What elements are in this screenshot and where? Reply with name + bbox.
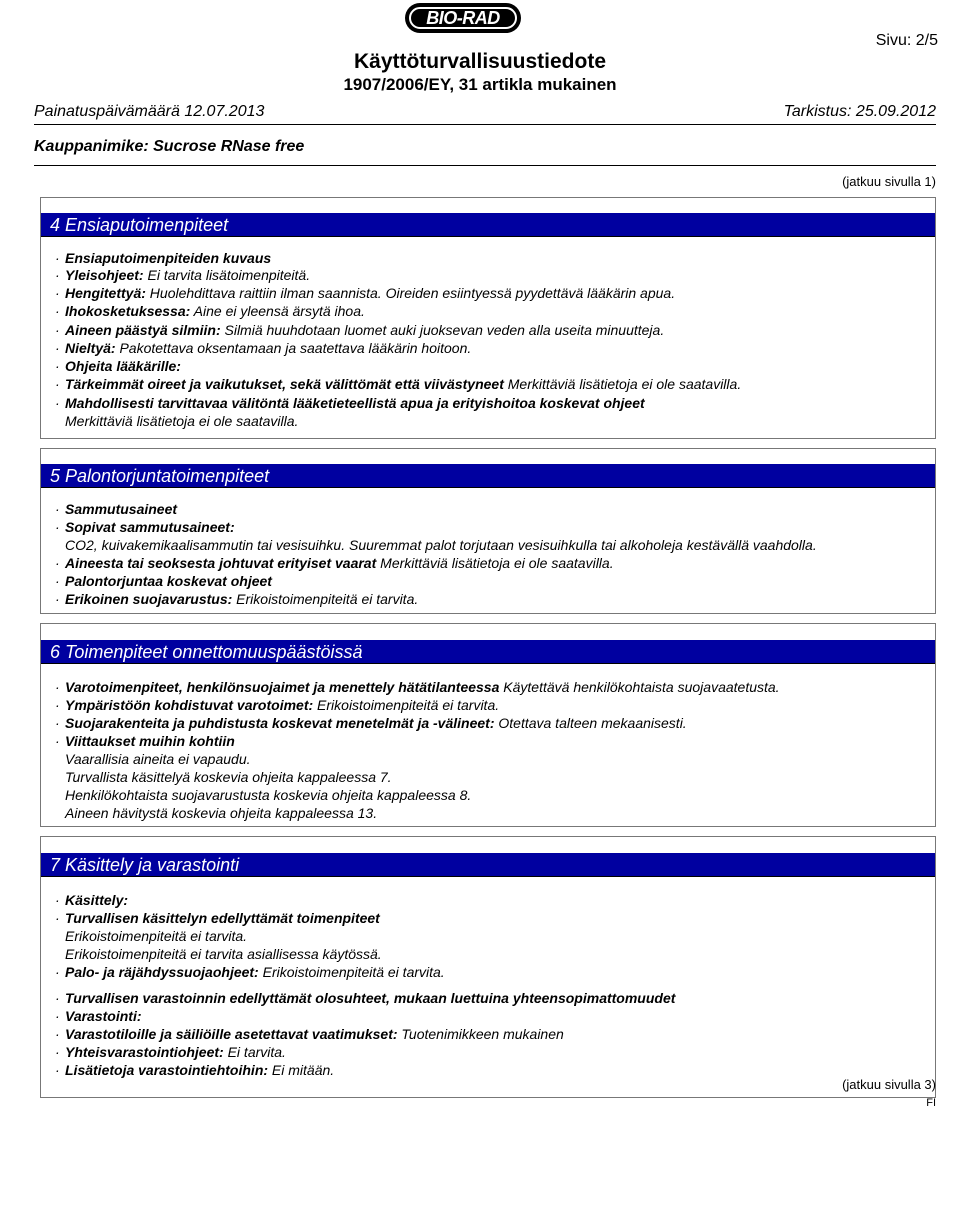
list-item-text: Henkilökohtaista suojavarustusta koskevia ohjeita kappaleessa 8. xyxy=(65,787,472,803)
list-item: · Käsittely: xyxy=(55,892,129,908)
list-item: · Ympäristöön kohdistuvat varotoimet: Erikoistoimenpiteitä ei tarvita. xyxy=(55,697,500,713)
list-item: · Sammutusaineet xyxy=(55,501,178,517)
page-number: Sivu: 2/5 xyxy=(875,32,938,49)
logo-text: BIO-RAD xyxy=(409,7,517,29)
list-item: · Yhteisvarastointiohjeet: Ei tarvita. xyxy=(55,1044,286,1060)
list-item-text: Erikoistoimenpiteitä ei tarvita asiallisessa käytössä. xyxy=(65,946,382,962)
list-item-text: Erikoistoimenpiteitä ei tarvita. xyxy=(65,928,248,944)
list-item: · Viittaukset muihin kohtiin xyxy=(55,733,235,749)
list-item: · Nieltyä: Pakotettava oksentamaan ja saatettava lääkärin hoitoon. xyxy=(55,340,472,356)
list-item-text: CO2, kuivakemikaalisammutin tai vesisuihku. Suuremmat palot torjutaan vesisuihkulla tai alkoholeja kestävällä vaahdolla. xyxy=(65,537,817,553)
list-item-text: Aineen hävitystä koskevia ohjeita kappaleessa 13. xyxy=(65,805,378,821)
list-item: · Ihokosketuksessa: Aine ei yleensä ärsytä ihoa. xyxy=(55,303,365,319)
list-item: · Aineen päästyä silmiin: Silmiä huuhdotaan luomet auki juoksevan veden alla useita minuutteja. xyxy=(55,322,665,338)
list-item: · Ohjeita lääkärille: xyxy=(55,358,181,374)
divider xyxy=(34,165,936,166)
list-item: · Palontorjuntaa koskevat ohjeet xyxy=(55,573,272,589)
divider xyxy=(34,124,936,125)
continued-to: (jatkuu sivulla 3) xyxy=(842,1077,936,1092)
product-name: Kauppanimike: Sucrose RNase free xyxy=(34,138,305,155)
list-item: · Hengitettyä: Huolehdittava raittiin ilman saannista. Oireiden esiintyessä pyydettävä lääkärin apua. xyxy=(55,285,676,301)
list-item-text: Vaarallisia aineita ei vapaudu. xyxy=(65,751,251,767)
section-title: 4 Ensiaputoimenpiteet xyxy=(41,213,935,237)
list-item: · Turvallisen käsittelyn edellyttämät toimenpiteet xyxy=(55,910,380,926)
list-item: · Erikoinen suojavarustus: Erikoistoimenpiteitä ei tarvita. xyxy=(55,591,419,607)
list-item: · Varastotiloille ja säiliöille asetettavat vaatimukset: Tuotenimikkeen mukainen xyxy=(55,1026,564,1042)
section-title: 7 Käsittely ja varastointi xyxy=(41,853,935,877)
list-item: · Yleisohjeet: Ei tarvita lisätoimenpiteitä. xyxy=(55,267,311,283)
document-title: Käyttöturvallisuustiedote xyxy=(353,50,607,73)
section-handling-storage xyxy=(40,836,936,1098)
language-code: FI xyxy=(926,1097,936,1109)
list-item: · Aineesta tai seoksesta johtuvat erityiset vaarat Merkittäviä lisätietoja ei ole saatavilla. xyxy=(55,555,614,571)
section-accidental-release xyxy=(40,623,936,827)
list-item: · Varotoimenpiteet, henkilönsuojaimet ja menettely hätätilanteessa Käytettävä henkilökohtaista suojavaatetusta. xyxy=(55,679,780,695)
document-subtitle: 1907/2006/EY, 31 artikla mukainen xyxy=(343,75,617,94)
list-item: · Tärkeimmät oireet ja vaikutukset, sekä välittömät että viivästyneet Merkittäviä lisätietoja ei ole saatavilla. xyxy=(55,376,742,392)
list-item: · Palo- ja räjähdyssuojaohjeet: Erikoistoimenpiteitä ei tarvita. xyxy=(55,964,445,980)
bio-rad-logo xyxy=(405,3,521,33)
list-item: · Varastointi: xyxy=(55,1008,142,1024)
list-item: · Suojarakenteita ja puhdistusta koskevat menetelmät ja -välineet: Otettava talteen mekaanisesti. xyxy=(55,715,687,731)
list-item: · Mahdollisesti tarvittavaa välitöntä lääketieteellistä apua ja erityishoitoa koskevat ohjeet xyxy=(55,395,645,411)
list-item-text: Merkittäviä lisätietoja ei ole saatavilla. xyxy=(65,413,299,429)
section-first-aid xyxy=(40,197,936,439)
list-item: · Turvallisen varastoinnin edellyttämät olosuhteet, mukaan luettuina yhteensopimattomuudet xyxy=(55,990,676,1006)
print-date: Painatuspäivämäärä 12.07.2013 xyxy=(34,103,265,120)
list-item: · Sopivat sammutusaineet: xyxy=(55,519,235,535)
continued-from: (jatkuu sivulla 1) xyxy=(842,174,936,189)
revision-date: Tarkistus: 25.09.2012 xyxy=(783,103,936,120)
section-firefighting xyxy=(40,448,936,614)
list-item-text: Turvallista käsittelyä koskevia ohjeita kappaleessa 7. xyxy=(65,769,392,785)
list-item: · Ensiaputoimenpiteiden kuvaus xyxy=(55,250,272,266)
section-title: 6 Toimenpiteet onnettomuuspäästöissä xyxy=(41,640,935,664)
section-title: 5 Palontorjuntatoimenpiteet xyxy=(41,464,935,488)
list-item: · Lisätietoja varastointiehtoihin: Ei mitään. xyxy=(55,1062,335,1078)
